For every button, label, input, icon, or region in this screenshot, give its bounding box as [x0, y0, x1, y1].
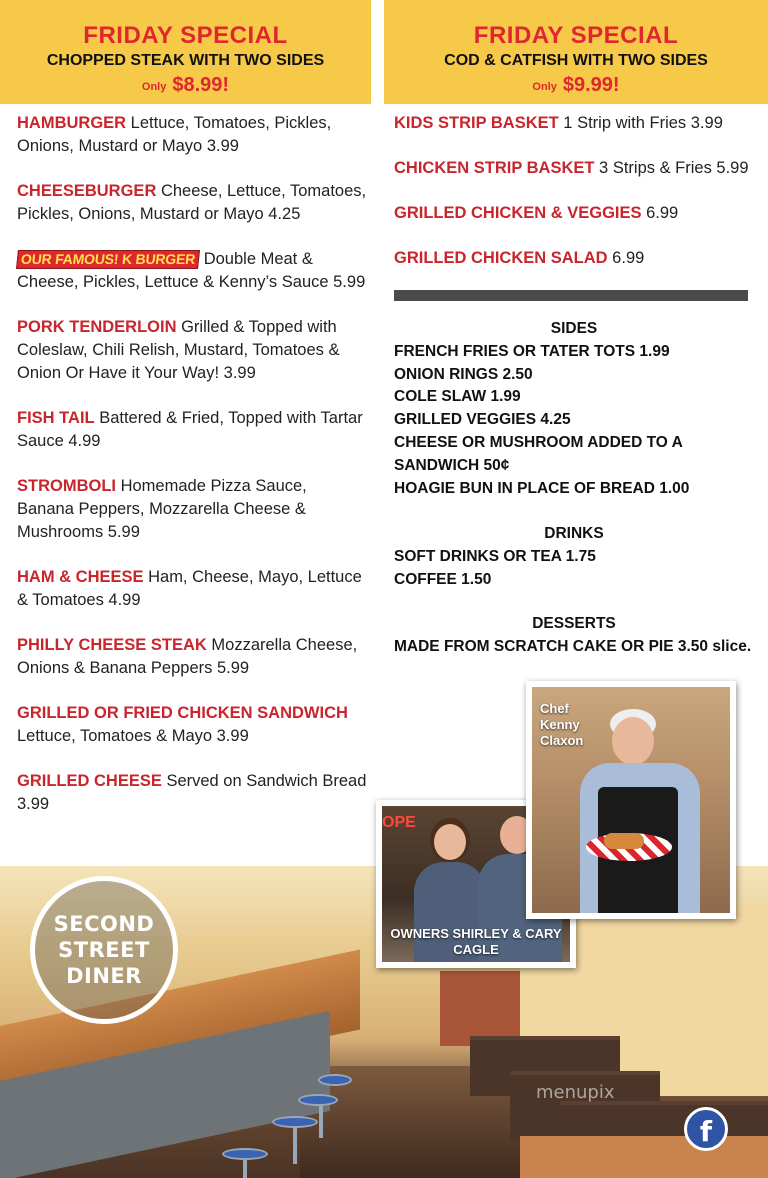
- open-sign: OPE: [382, 814, 416, 831]
- stool-leg: [293, 1124, 297, 1164]
- menu-item-desc: Ham, Cheese, Mayo, Lettuce & Tomatoes 4.99: [17, 568, 362, 609]
- menu-item-desc: Lettuce, Tomatoes & Mayo 3.99: [17, 727, 249, 745]
- dining-table: [520, 1136, 768, 1178]
- menu-item-desc: Served on Sandwich Bread 3.99: [17, 772, 367, 813]
- menu-item-name: HAM & CHEESE: [17, 568, 144, 586]
- chef-face: [612, 717, 654, 765]
- drink-line: COFFEE 1.50: [394, 570, 492, 588]
- chef-caption: Chef Kenny Claxon: [540, 701, 584, 748]
- menu-item-desc: Grilled & Topped with Coleslaw, Chili Relish, Mustard, Tomatoes & Onion Or Have it Your Way! 3.99: [17, 318, 340, 382]
- chef-photo-image: [532, 687, 730, 913]
- menu-item-desc: 1 Strip with Fries 3.99: [558, 114, 723, 132]
- menu-item-name: GRILLED CHICKEN SALAD: [394, 249, 608, 267]
- menu-item-name: HAMBURGER: [17, 114, 127, 132]
- logo-line: STREET: [58, 938, 150, 962]
- second-street-diner-logo: [30, 876, 178, 1024]
- menu-item-name: CHEESEBURGER: [17, 182, 157, 200]
- special-only-label: Only: [532, 81, 557, 93]
- menu-item-grilled-chicken-salad: [394, 247, 754, 270]
- bar-stool: [222, 1148, 268, 1160]
- bar-stool: [318, 1074, 352, 1086]
- menu-item-cheeseburger: [17, 180, 367, 226]
- special-title: FRIDAY SPECIAL: [83, 22, 288, 49]
- drinks-section: [394, 523, 754, 591]
- drinks-heading: DRINKS: [544, 525, 604, 542]
- special-price-row: [384, 72, 768, 100]
- special-only-label: Only: [141, 81, 167, 93]
- side-line: ONION RINGS 2.50: [394, 365, 533, 383]
- side-line: COLE SLAW 1.99: [394, 388, 521, 406]
- menupix-watermark: menupix: [536, 1082, 615, 1103]
- special-price-row: [0, 72, 371, 100]
- menu-item-philly-cheese-steak: [17, 634, 367, 680]
- menu-item-ham-cheese: [17, 566, 367, 612]
- facebook-icon[interactable]: f: [684, 1107, 728, 1151]
- menu-item-desc: Homemade Pizza Sauce, Banana Peppers, Mozzarella Cheese & Mushrooms 5.99: [17, 477, 307, 541]
- menu-item-chicken-sandwich: [17, 702, 367, 748]
- owners-caption: OWNERS SHIRLEY & CARY CAGLE: [390, 926, 562, 957]
- menu-item-pork-tenderloin: [17, 316, 367, 385]
- bar-stool: [272, 1116, 318, 1128]
- menu-item-name: CHICKEN STRIP BASKET: [394, 159, 595, 177]
- sides-heading: SIDES: [550, 320, 598, 337]
- menu-item-stromboli: [17, 475, 367, 544]
- menu-item-fish-tail: [17, 407, 367, 453]
- menu-item-name: STROMBOLI: [17, 477, 116, 495]
- menu-item-desc: 6.99: [641, 204, 679, 222]
- section-divider: [394, 290, 748, 301]
- side-line: CHEESE OR MUSHROOM ADDED TO A SANDWICH 50¢: [394, 433, 683, 474]
- menu-item-grilled-cheese: [17, 770, 367, 816]
- sides-section: [394, 318, 754, 500]
- menu-item-desc: Lettuce, Tomatoes, Pickles, Onions, Mustard or Mayo 3.99: [17, 114, 332, 155]
- desserts-section: [394, 613, 754, 659]
- menu-item-name: GRILLED OR FRIED CHICKEN SANDWICH: [17, 704, 348, 722]
- menu-item-kids-strip-basket: [394, 112, 754, 135]
- side-line: GRILLED VEGGIES 4.25: [394, 411, 571, 429]
- menu-item-name: PORK TENDERLOIN: [17, 318, 177, 336]
- friday-special-banner-right: [384, 0, 768, 104]
- menu-item-name: KIDS STRIP BASKET: [394, 114, 559, 132]
- logo-line: SECOND: [53, 912, 155, 936]
- menu-item-grilled-chicken-veggies: [394, 202, 754, 225]
- menu-item-desc: 6.99: [607, 249, 645, 267]
- menu-item-desc: Mozzarella Cheese, Onions & Banana Peppers 5.99: [17, 636, 358, 677]
- shirley-face: [434, 824, 466, 860]
- menu-item-name: FISH TAIL: [17, 409, 95, 427]
- menu-item-k-burger: [17, 248, 367, 294]
- menu-item-desc: Cheese, Lettuce, Tomatoes, Pickles, Onions, Mustard or Mayo 4.25: [17, 182, 367, 223]
- special-title: FRIDAY SPECIAL: [473, 22, 679, 49]
- chef-photo: [526, 681, 736, 919]
- special-subtitle: CHOPPED STEAK WITH TWO SIDES: [46, 52, 325, 69]
- logo-line: DINER: [66, 964, 142, 988]
- bar-stool: [298, 1094, 338, 1106]
- basket-menu-column: [394, 112, 754, 292]
- side-line: HOAGIE BUN IN PLACE OF BREAD 1.00: [394, 479, 690, 497]
- menu-item-desc: Double Meat & Cheese, Pickles, Lettuce & Kenny’s Sauce 5.99: [17, 250, 366, 291]
- special-price: $8.99!: [172, 74, 230, 96]
- menu-item-chicken-strip-basket: [394, 157, 754, 180]
- special-price: $9.99!: [562, 74, 620, 96]
- drink-line: SOFT DRINKS OR TEA 1.75: [394, 547, 596, 565]
- menu-item-hamburger: [17, 112, 367, 158]
- stool-leg: [319, 1102, 323, 1138]
- friday-special-banner-left: [0, 0, 371, 104]
- brick-wall: [440, 971, 520, 1046]
- side-line: FRENCH FRIES OR TATER TOTS 1.99: [394, 342, 670, 360]
- desserts-heading: DESSERTS: [532, 615, 616, 632]
- menu-item-desc: Battered & Fried, Topped with Tartar Sauce 4.99: [17, 409, 363, 450]
- special-subtitle: COD & CATFISH WITH TWO SIDES: [444, 52, 708, 69]
- menu-item-name: PHILLY CHEESE STEAK: [17, 636, 207, 654]
- menu-item-desc: 3 Strips & Fries 5.99: [594, 159, 749, 177]
- menu-item-name: GRILLED CHICKEN & VEGGIES: [394, 204, 642, 222]
- sandwich-menu-column: [17, 112, 367, 838]
- k-burger-badge: OUR FAMOUS! K BURGER: [16, 250, 200, 269]
- sandwich-food: [604, 833, 644, 849]
- dessert-line: MADE FROM SCRATCH CAKE OR PIE 3.50 slice.: [394, 637, 752, 655]
- menu-item-name: GRILLED CHEESE: [17, 772, 162, 790]
